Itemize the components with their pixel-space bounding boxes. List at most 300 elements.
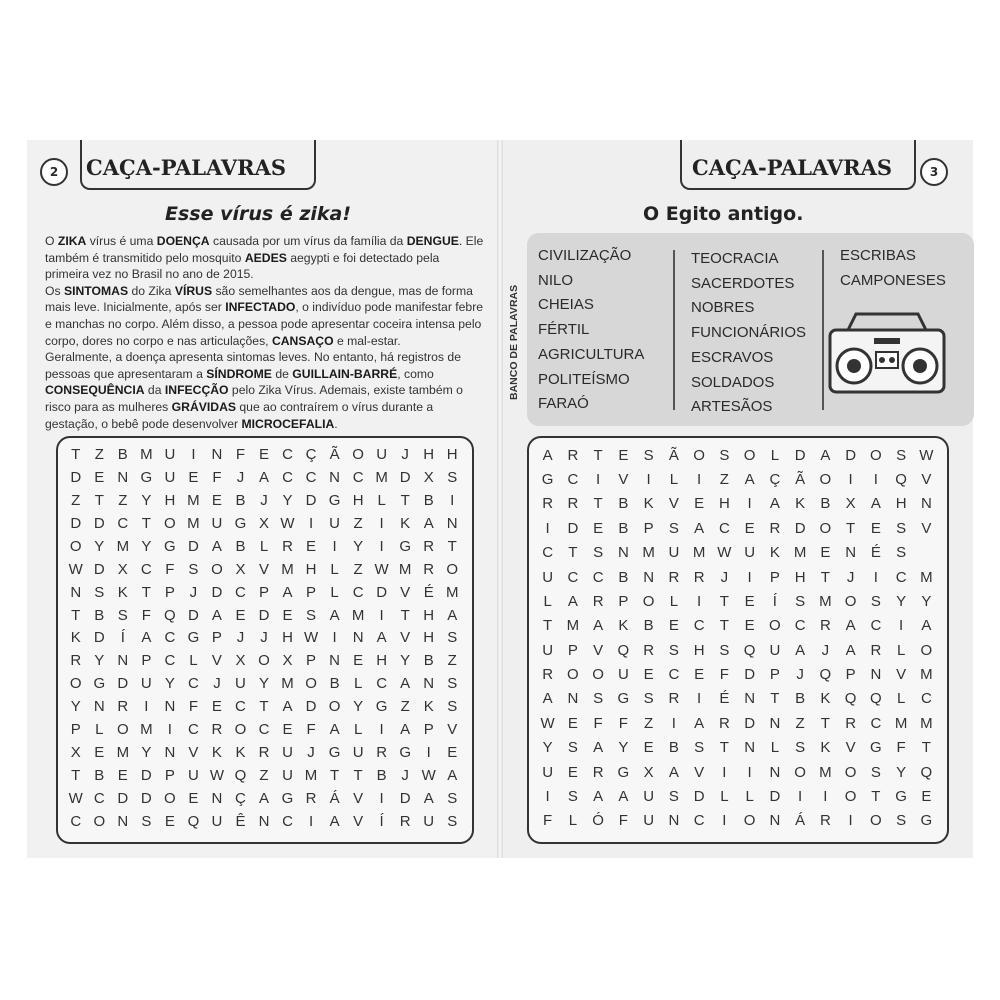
grid-letter: A — [329, 813, 340, 831]
grid-letter: P — [258, 583, 269, 601]
grid-letter: Ê — [235, 813, 246, 831]
grid-letter: W — [68, 790, 83, 808]
grid-letter: G — [920, 812, 933, 830]
grid-letter: O — [164, 514, 176, 532]
grid-letter: T — [770, 690, 780, 708]
word-bank-item: FARAÓ — [538, 395, 589, 413]
left-word-search-grid — [64, 443, 464, 833]
grid-letter: V — [593, 641, 604, 659]
grid-letter: A — [845, 641, 856, 659]
grid-letter: L — [745, 787, 754, 805]
grid-letter: S — [447, 813, 458, 831]
grid-letter: I — [379, 721, 384, 739]
grid-letter: W — [68, 560, 83, 578]
grid-letter: D — [399, 468, 411, 486]
grid-letter: M — [445, 583, 459, 601]
grid-letter: C — [282, 468, 293, 486]
grid-letter: I — [308, 514, 314, 532]
grid-letter: E — [306, 537, 317, 555]
grid-letter: D — [399, 790, 411, 808]
grid-letter: T — [568, 544, 578, 562]
grid-letter: A — [329, 721, 340, 739]
grid-letter: W — [374, 560, 389, 578]
grid-letter: J — [236, 468, 245, 486]
grid-letter: V — [353, 813, 364, 831]
grid-letter: I — [379, 606, 384, 624]
grid-letter: T — [141, 514, 151, 532]
grid-letter: E — [258, 445, 269, 463]
grid-letter: D — [93, 629, 105, 647]
grid-letter: F — [212, 468, 222, 486]
grid-letter: M — [281, 675, 294, 693]
grid-letter: K — [235, 744, 246, 762]
grid-letter: L — [896, 690, 906, 708]
grid-letter: V — [400, 629, 411, 647]
grid-letter: T — [329, 767, 340, 785]
grid-letter: T — [820, 714, 830, 732]
grid-letter: I — [747, 568, 752, 586]
grid-letter: É — [423, 583, 434, 601]
grid-letter: A — [211, 537, 222, 555]
grid-letter: G — [328, 744, 341, 762]
grid-letter: Y — [258, 675, 269, 693]
grid-letter: P — [211, 629, 222, 647]
word-bank-item: SOLDADOS — [691, 373, 775, 391]
grid-letter: R — [718, 714, 730, 732]
grid-letter: F — [235, 445, 246, 463]
grid-letter: O — [920, 641, 933, 659]
grid-letter: F — [719, 666, 729, 684]
grid-letter: Í — [120, 629, 125, 647]
page-number-right: 3 — [920, 158, 948, 186]
grid-letter: A — [376, 629, 387, 647]
grid-letter: V — [921, 519, 932, 537]
grid-letter: O — [794, 763, 806, 781]
grid-letter: O — [69, 537, 82, 555]
grid-letter: K — [423, 698, 434, 716]
grid-letter: P — [141, 652, 152, 670]
grid-letter: M — [819, 592, 832, 610]
grid-letter: M — [920, 666, 933, 684]
grid-letter: A — [845, 617, 856, 635]
grid-letter: E — [694, 666, 705, 684]
grid-letter: B — [94, 767, 105, 785]
grid-letter: A — [542, 690, 553, 708]
bank-separator-1 — [673, 250, 675, 410]
grid-letter: A — [423, 514, 434, 532]
grid-letter: C — [693, 617, 705, 635]
word-bank-item: ESCRAVOS — [691, 348, 774, 366]
grid-letter: Y — [141, 491, 152, 509]
grid-letter: Q — [187, 813, 200, 831]
grid-letter: N — [446, 514, 458, 532]
grid-letter: A — [593, 617, 604, 635]
grid-letter: O — [819, 471, 832, 489]
grid-letter: I — [379, 537, 384, 555]
grid-letter: M — [116, 744, 130, 762]
grid-letter: B — [117, 445, 128, 463]
grid-letter: P — [423, 721, 434, 739]
grid-letter: F — [618, 812, 628, 830]
grid-letter: L — [353, 721, 363, 739]
grid-letter: N — [617, 544, 629, 562]
grid-letter: W — [303, 629, 319, 647]
grid-letter: R — [592, 763, 604, 781]
grid-letter: O — [870, 446, 882, 464]
grid-letter: B — [618, 495, 629, 513]
grid-letter: C — [140, 560, 152, 578]
grid-letter: K — [618, 617, 629, 635]
grid-letter: D — [117, 675, 129, 693]
grid-letter: C — [567, 568, 579, 586]
grid-letter: N — [211, 790, 223, 808]
grid-letter: P — [164, 767, 175, 785]
grid-letter: U — [211, 813, 223, 831]
grid-letter: D — [693, 787, 705, 805]
grid-letter: Y — [400, 652, 411, 670]
grid-letter: U — [423, 813, 435, 831]
grid-letter: A — [567, 592, 578, 610]
grid-letter: I — [308, 813, 314, 831]
grid-letter: O — [234, 721, 247, 739]
grid-letter: E — [117, 767, 128, 785]
word-bank-item: AGRICULTURA — [538, 345, 645, 363]
grid-letter: M — [351, 606, 365, 624]
grid-letter: V — [258, 560, 269, 578]
grid-letter: T — [820, 568, 830, 586]
grid-letter: E — [744, 617, 755, 635]
grid-letter: C — [282, 813, 293, 831]
grid-letter: N — [329, 652, 340, 670]
grid-letter: S — [896, 446, 907, 464]
grid-letter: W — [209, 767, 225, 785]
grid-letter: Q — [895, 471, 907, 489]
grid-letter: Z — [94, 445, 104, 463]
grid-letter: M — [692, 544, 706, 562]
grid-letter: K — [820, 739, 831, 757]
grid-letter: E — [567, 714, 578, 732]
grid-letter: W — [280, 514, 295, 532]
grid-letter: Ã — [329, 445, 340, 463]
grid-letter: O — [211, 560, 223, 578]
grid-letter: F — [593, 714, 603, 732]
grid-letter: Ã — [795, 471, 806, 489]
word-bank-item: FÉRTIL — [538, 321, 590, 339]
grid-letter — [914, 541, 939, 565]
grid-letter: R — [769, 519, 781, 537]
grid-letter: L — [543, 592, 552, 610]
word-bank-item: NOBRES — [691, 299, 755, 317]
grid-letter: F — [618, 714, 628, 732]
grid-letter: J — [213, 675, 221, 693]
grid-letter: R — [693, 568, 705, 586]
word-bank-item: FUNCIONÁRIOS — [691, 324, 807, 342]
grid-letter: M — [642, 544, 655, 562]
grid-letter: B — [423, 491, 434, 509]
grid-letter: G — [895, 787, 907, 805]
grid-letter: M — [920, 568, 933, 586]
grid-letter: Z — [259, 767, 269, 785]
grid-letter: H — [305, 560, 317, 578]
grid-letter: U — [164, 468, 176, 486]
grid-letter: O — [819, 519, 832, 537]
grid-letter: Ã — [668, 446, 679, 464]
grid-letter: Q — [870, 690, 882, 708]
grid-letter: G — [140, 468, 153, 486]
grid-letter: J — [307, 744, 315, 762]
grid-letter: S — [447, 790, 458, 808]
grid-letter: A — [870, 495, 881, 513]
boombox-icon — [826, 308, 948, 396]
grid-letter: T — [259, 698, 269, 716]
grid-letter: I — [144, 698, 149, 716]
grid-letter: I — [873, 568, 878, 586]
grid-letter: Á — [329, 790, 340, 808]
grid-letter: D — [845, 446, 857, 464]
grid-letter: K — [795, 495, 806, 513]
intro-paragraph-3: Geralmente, a doença apresenta sintomas leves. No entanto, há registros de pessoas que apresentaram a SÍNDROME de GUILLAIN-BARRÉ, como CONSEQUÊNCIA da INFECÇÃO pelo Zika Vírus. Ademais, existe também o risco para as mulheres GRÁVIDAS que ao contraírem o vírus durante a gestação, o bebê pode desenvolver MICROCEFALIA. — [45, 350, 463, 431]
grid-letter: B — [618, 519, 629, 537]
grid-letter: R — [423, 537, 435, 555]
grid-letter: T — [593, 495, 603, 513]
grid-letter: I — [798, 787, 803, 805]
grid-letter: J — [260, 629, 268, 647]
grid-letter: A — [820, 446, 831, 464]
grid-letter: R — [423, 560, 435, 578]
grid-letter: U — [352, 744, 364, 762]
grid-letter: P — [769, 666, 780, 684]
grid-letter: Y — [141, 744, 152, 762]
grid-letter: O — [693, 446, 705, 464]
grid-letter: S — [896, 519, 907, 537]
grid-letter: L — [720, 787, 729, 805]
grid-letter: R — [70, 652, 82, 670]
grid-letter: N — [352, 629, 364, 647]
grid-letter: A — [258, 790, 269, 808]
grid-letter: G — [399, 537, 411, 555]
grid-letter: O — [305, 675, 317, 693]
grid-letter: N — [744, 739, 756, 757]
grid-letter: U — [282, 744, 293, 762]
grid-letter: R — [258, 744, 270, 762]
grid-letter: V — [188, 744, 199, 762]
grid-letter: C — [235, 698, 246, 716]
grid-letter: O — [769, 617, 781, 635]
grid-letter: E — [282, 721, 293, 739]
grid-letter: U — [211, 514, 223, 532]
grid-letter: V — [618, 471, 629, 489]
grid-letter: A — [282, 583, 293, 601]
grid-letter: T — [871, 787, 881, 805]
grid-letter: O — [93, 813, 106, 831]
grid-letter: J — [401, 767, 409, 785]
grid-letter: O — [844, 763, 857, 781]
grid-letter: T — [353, 767, 363, 785]
grid-letter: C — [542, 544, 554, 562]
grid-letter: W — [421, 767, 436, 785]
grid-letter: F — [896, 739, 906, 757]
grid-letter: V — [845, 739, 856, 757]
grid-letter: S — [719, 446, 730, 464]
grid-letter: D — [769, 787, 781, 805]
grid-letter: X — [258, 514, 269, 532]
grid-letter: H — [423, 606, 435, 624]
grid-letter: L — [189, 652, 198, 670]
grid-letter: J — [260, 491, 268, 509]
grid-letter: Y — [542, 739, 553, 757]
grid-letter: A — [593, 739, 604, 757]
grid-letter: Ç — [235, 790, 246, 808]
grid-letter: G — [617, 690, 630, 708]
grid-letter: T — [71, 767, 81, 785]
grid-letter: C — [164, 629, 176, 647]
grid-letter: M — [398, 560, 412, 578]
grid-letter: D — [376, 583, 388, 601]
grid-letter: R — [668, 690, 680, 708]
grid-letter: N — [744, 690, 756, 708]
grid-letter: X — [235, 652, 246, 670]
grid-letter: U — [140, 675, 152, 693]
grid-letter: R — [819, 812, 831, 830]
grid-letter: J — [821, 641, 830, 659]
grid-letter: P — [845, 666, 856, 684]
grid-letter: O — [446, 560, 459, 578]
grid-letter: P — [306, 583, 317, 601]
grid-letter: C — [352, 583, 364, 601]
grid-letter: E — [643, 666, 654, 684]
grid-letter: N — [93, 698, 105, 716]
grid-letter: A — [400, 675, 411, 693]
grid-letter: R — [305, 790, 317, 808]
grid-letter: L — [377, 491, 386, 509]
grid-letter: N — [668, 812, 680, 830]
right-page-title: O Egito antigo. — [643, 203, 804, 225]
grid-letter: T — [921, 739, 931, 757]
grid-letter: N — [845, 544, 857, 562]
grid-letter: M — [894, 714, 908, 732]
grid-letter: Ç — [305, 445, 317, 463]
grid-letter: C — [258, 721, 270, 739]
grid-letter: C — [187, 721, 199, 739]
grid-letter: Y — [94, 652, 105, 670]
grid-letter: T — [94, 491, 104, 509]
grid-letter: O — [592, 666, 604, 684]
grid-letter: Y — [353, 698, 364, 716]
grid-letter: Z — [719, 471, 729, 489]
grid-letter: C — [592, 568, 604, 586]
grid-letter: M — [116, 537, 130, 555]
grid-letter: A — [282, 698, 293, 716]
grid-letter: K — [643, 495, 654, 513]
grid-letter: L — [896, 641, 906, 659]
grid-letter: N — [567, 690, 579, 708]
grid-letter: E — [921, 787, 932, 805]
grid-letter: A — [329, 606, 340, 624]
grid-letter: B — [618, 568, 629, 586]
grid-letter: H — [446, 445, 458, 463]
grid-letter: H — [895, 495, 907, 513]
grid-letter: H — [693, 641, 705, 659]
grid-letter: X — [643, 763, 654, 781]
grid-letter: X — [282, 652, 293, 670]
grid-letter: V — [353, 790, 364, 808]
grid-letter: H — [352, 491, 364, 509]
grid-letter: A — [542, 446, 553, 464]
grid-letter: Y — [896, 763, 907, 781]
grid-letter: A — [618, 787, 629, 805]
grid-letter: Q — [743, 641, 756, 659]
grid-letter: D — [305, 698, 317, 716]
grid-letter: V — [211, 652, 222, 670]
grid-letter: J — [720, 568, 729, 586]
grid-letter: G — [375, 698, 388, 716]
grid-letter: U — [282, 767, 293, 785]
grid-letter: X — [70, 744, 81, 762]
grid-letter: A — [258, 468, 269, 486]
grid-letter: I — [697, 690, 702, 708]
grid-letter: W — [919, 446, 934, 464]
grid-letter: M — [281, 560, 294, 578]
grid-letter: E — [94, 468, 105, 486]
grid-letter: D — [93, 514, 105, 532]
grid-letter: C — [93, 790, 105, 808]
grid-letter: E — [211, 491, 222, 509]
grid-letter: L — [259, 537, 269, 555]
grid-letter: N — [870, 666, 882, 684]
grid-letter: B — [94, 606, 105, 624]
grid-letter: B — [795, 690, 806, 708]
grid-letter: O — [642, 592, 655, 610]
grid-letter: P — [769, 568, 780, 586]
grid-letter: K — [769, 544, 780, 562]
grid-letter: I — [747, 495, 752, 513]
grid-letter: R — [211, 721, 223, 739]
grid-letter: R — [567, 495, 579, 513]
grid-letter: R — [282, 537, 293, 555]
grid-letter: O — [844, 787, 857, 805]
grid-letter: S — [694, 739, 705, 757]
grid-letter: L — [330, 560, 339, 578]
word-bank-item: ESCRIBAS — [840, 247, 916, 264]
grid-letter: S — [896, 544, 907, 562]
grid-letter: C — [870, 714, 882, 732]
grid-letter: H — [794, 568, 806, 586]
grid-letter: F — [141, 606, 151, 624]
grid-letter: M — [187, 514, 200, 532]
grid-letter: Y — [618, 739, 629, 757]
grid-letter: Q — [819, 666, 832, 684]
grid-letter: Ç — [769, 471, 781, 489]
grid-letter: I — [191, 445, 196, 463]
grid-letter: Z — [71, 491, 81, 509]
grid-letter: I — [848, 471, 853, 489]
grid-letter: I — [167, 721, 172, 739]
grid-letter: I — [697, 471, 702, 489]
grid-letter: B — [423, 652, 434, 670]
grid-letter: T — [719, 739, 729, 757]
grid-letter: U — [643, 787, 655, 805]
grid-letter: M — [566, 617, 580, 635]
grid-letter: G — [234, 514, 247, 532]
grid-letter: G — [870, 739, 882, 757]
grid-letter: Y — [896, 592, 907, 610]
grid-letter: R — [819, 617, 831, 635]
grid-letter: L — [330, 583, 339, 601]
grid-letter: X — [235, 560, 246, 578]
grid-letter: Í — [772, 592, 777, 610]
word-bank-item: SACERDOTES — [691, 274, 795, 292]
grid-letter: D — [140, 790, 152, 808]
